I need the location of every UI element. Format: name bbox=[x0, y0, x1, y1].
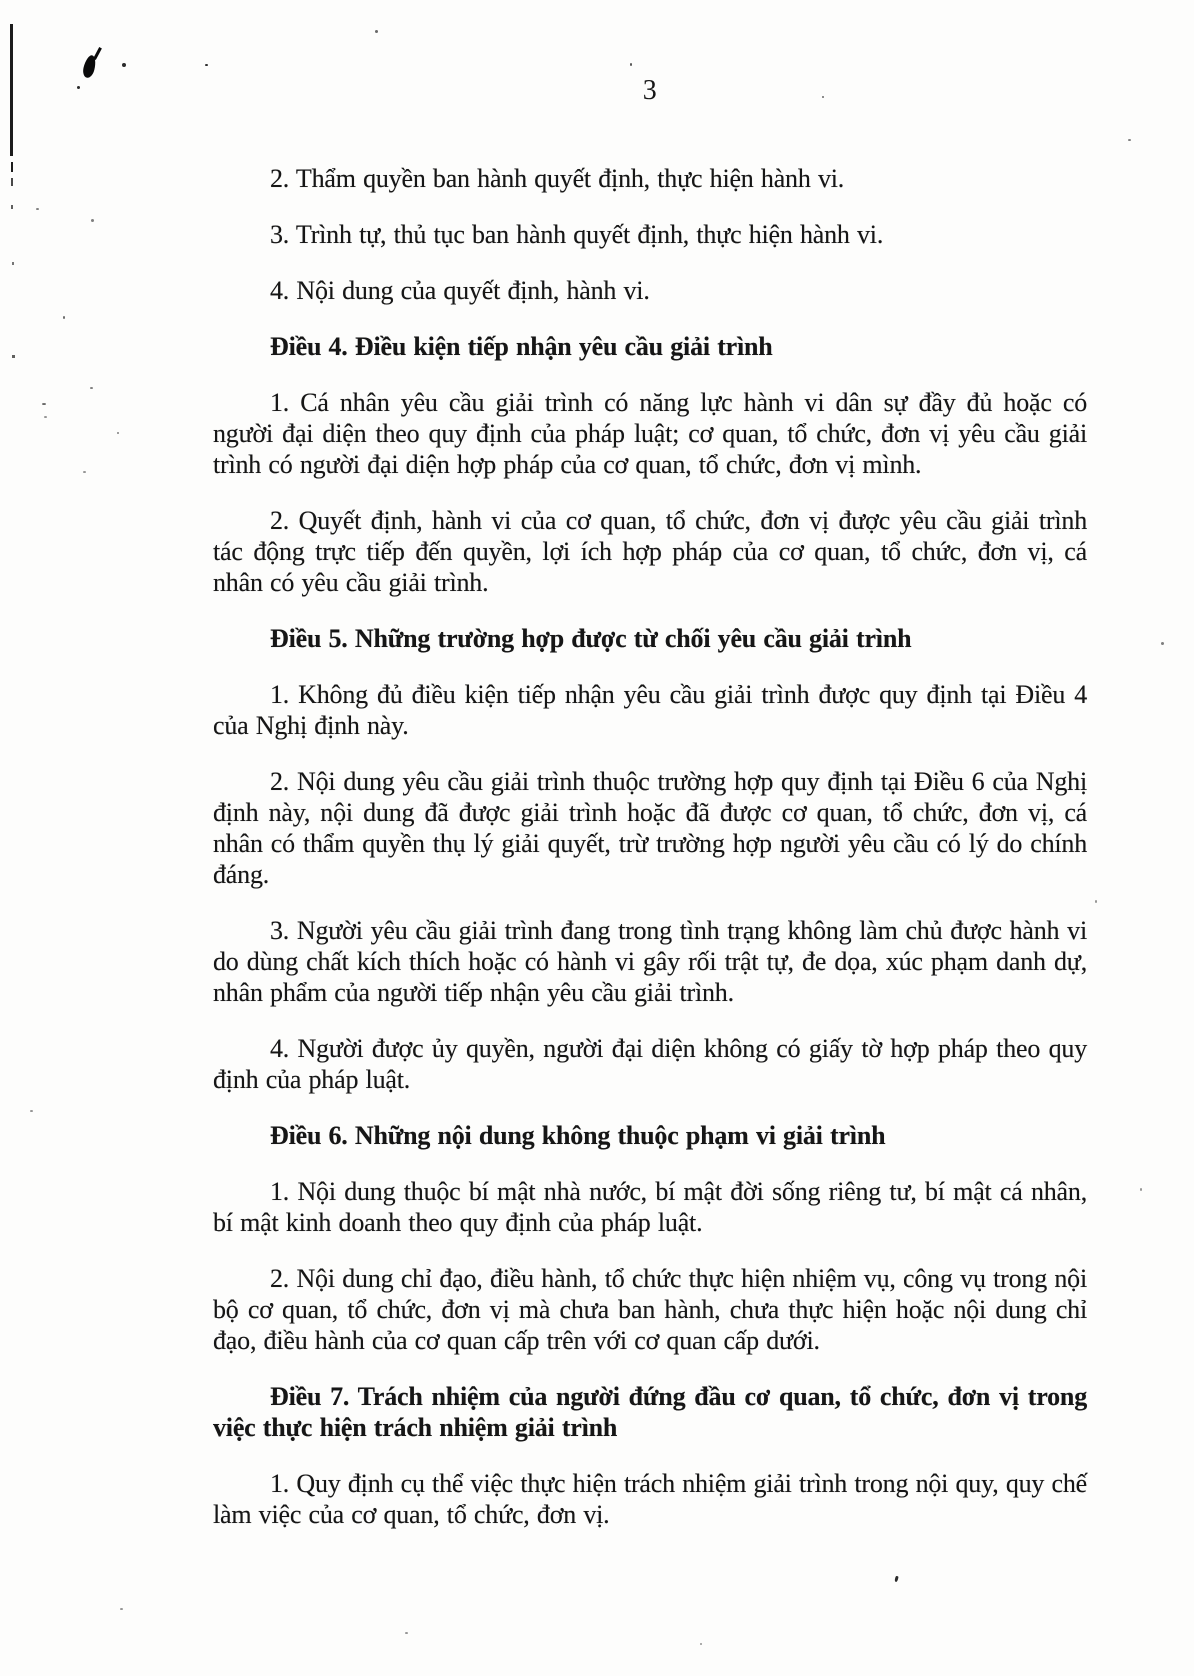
scan-speck bbox=[83, 471, 86, 473]
article-7-clause-1: 1. Quy định cụ thể việc thực hiện trách nhiệm giải trình trong nội quy, quy chế làm việc của cơ quan, tổ chức, đơn vị. bbox=[213, 1469, 1087, 1529]
article-4-heading: Điều 4. Điều kiện tiếp nhận yêu cầu giải trình bbox=[270, 332, 773, 361]
scan-speck bbox=[42, 403, 46, 405]
scan-speck bbox=[90, 387, 93, 389]
scan-artifact-line-dot bbox=[12, 355, 15, 358]
scan-speck bbox=[1161, 642, 1164, 645]
scan-speck bbox=[30, 1110, 33, 1112]
scan-speck bbox=[405, 1632, 408, 1634]
article-4-clause-2: 2. Quyết định, hành vi của cơ quan, tổ chức, đơn vị được yêu cầu giải trình tác động trực tiếp đến quyền, lợi ích hợp pháp của cơ quan, tổ chức, đơn vị, cá nhân có yêu cầu giải trình. bbox=[213, 506, 1087, 597]
article-5-clause-2: 2. Nội dung yêu cầu giải trình thuộc trường hợp quy định tại Điều 6 của Nghị định này, nội dung đã được giải trình hoặc đã được cơ quan, tổ chức, đơn vị, cá nhân có thẩm quyền thụ lý giải quyết, trừ trường hợp người yêu cầu có lý do chính đáng. bbox=[213, 767, 1087, 889]
ordered-item-4: 4. Nội dung của quyết định, hành vi. bbox=[270, 276, 650, 305]
scan-speck bbox=[700, 1643, 702, 1645]
scan-speck bbox=[120, 1608, 123, 1610]
article-6-heading: Điều 6. Những nội dung không thuộc phạm vi giải trình bbox=[270, 1121, 886, 1150]
scan-speck bbox=[63, 316, 65, 319]
scan-artifact-ink-mark bbox=[93, 47, 102, 60]
ordered-item-3: 3. Trình tự, thủ tục ban hành quyết định, thực hiện hành vi. bbox=[270, 220, 884, 249]
article-5-clause-4: 4. Người được ủy quyền, người đại diện không có giấy tờ hợp pháp theo quy định của pháp luật. bbox=[213, 1034, 1087, 1094]
scan-speck bbox=[77, 86, 80, 89]
article-6-clause-1: 1. Nội dung thuộc bí mật nhà nước, bí mật đời sống riêng tư, bí mật cá nhân, bí mật kinh doanh theo quy định của pháp luật. bbox=[213, 1177, 1087, 1237]
scan-artifact-vertical-line bbox=[10, 24, 13, 156]
scan-speck bbox=[91, 219, 94, 222]
article-6-clause-2: 2. Nội dung chỉ đạo, điều hành, tổ chức thực hiện nhiệm vụ, công vụ trong nội bộ cơ quan, tổ chức, đơn vị mà chưa ban hành, chưa thực hiện hoặc nội dung chỉ đạo, điều hành của cơ quan cấp trên với cơ quan cấp dưới. bbox=[213, 1264, 1087, 1355]
scan-speck bbox=[894, 1576, 898, 1583]
ordered-item-2: 2. Thẩm quyền ban hành quyết định, thực hiện hành vi. bbox=[270, 164, 845, 193]
scan-artifact-line-dot bbox=[12, 262, 14, 265]
article-5-clause-3: 3. Người yêu cầu giải trình đang trong tình trạng không làm chủ được hành vi do dùng chất kích thích hoặc có hành vi gây rối trật tự, đe dọa, xúc phạm danh dự, nhân phẩm của người tiếp nhận yêu cầu giải trình. bbox=[213, 916, 1087, 1007]
document-body bbox=[213, 0, 1087, 1555]
scan-speck bbox=[44, 416, 47, 418]
article-4-clause-1: 1. Cá nhân yêu cầu giải trình có năng lực hành vi dân sự đầy đủ hoặc có người đại diện theo quy định của pháp luật; cơ quan, tổ chức, đơn vị yêu cầu giải trình có người đại diện hợp pháp của cơ quan, tổ chức, đơn vị mình. bbox=[213, 388, 1087, 479]
scan-speck bbox=[122, 63, 126, 67]
scan-speck bbox=[1095, 900, 1097, 903]
scan-speck bbox=[1140, 1188, 1142, 1191]
article-5-clause-1: 1. Không đủ điều kiện tiếp nhận yêu cầu giải trình được quy định tại Điều 4 của Nghị định này. bbox=[213, 680, 1087, 740]
scan-speck bbox=[1128, 139, 1131, 141]
scan-artifact-line-dot bbox=[11, 205, 13, 209]
scan-speck bbox=[117, 432, 119, 434]
scan-speck bbox=[36, 208, 39, 210]
scan-speck bbox=[205, 64, 208, 66]
article-7-heading: Điều 7. Trách nhiệm của người đứng đầu cơ quan, tổ chức, đơn vị trong việc thực hiện trách nhiệm giải trình bbox=[213, 1382, 1087, 1442]
scan-artifact-line-dash bbox=[11, 178, 13, 186]
scan-artifact-line-dash bbox=[11, 162, 13, 172]
article-5-heading: Điều 5. Những trường hợp được từ chối yêu cầu giải trình bbox=[270, 624, 912, 653]
page-number: 3 bbox=[642, 75, 658, 106]
